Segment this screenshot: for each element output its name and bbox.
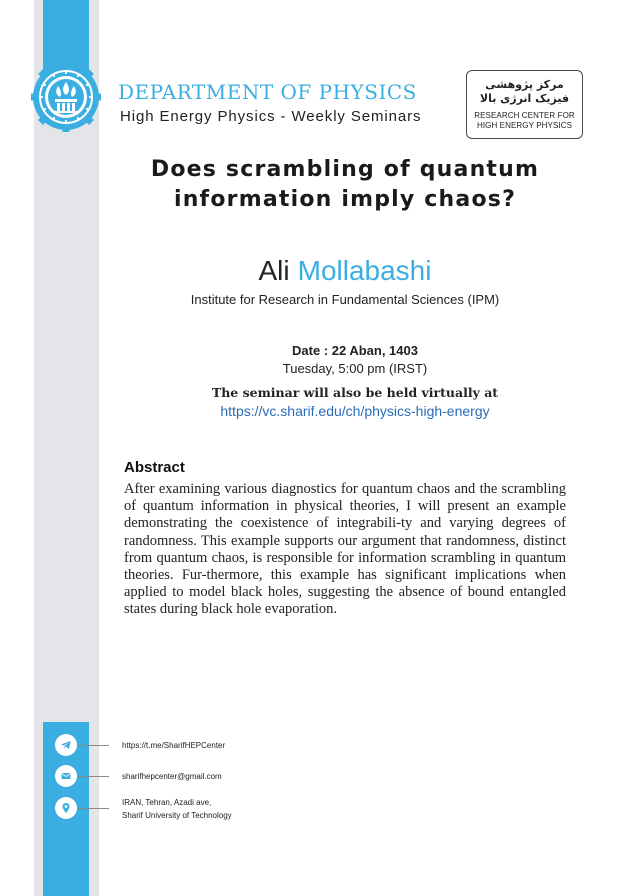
department-title: DEPARTMENT OF PHYSICS: [118, 80, 417, 104]
talk-title-line1: Does scrambling of quantum: [150, 157, 540, 182]
telegram-glyph: [60, 739, 72, 751]
rc-english-line2: HIGH ENERGY PHYSICS: [476, 121, 573, 130]
research-center-english-name: [467, 111, 582, 131]
seminar-series-subtitle: High Energy Physics - Weekly Seminars: [120, 108, 422, 125]
rc-english-line1: RESEARCH CENTER FOR: [474, 111, 575, 120]
address-connector: [77, 808, 109, 809]
speaker-last-name: Mollabashi: [297, 255, 432, 286]
rc-persian-line2: فیزیک انرژی بالا: [479, 92, 570, 105]
seminar-time: Tuesday, 5:00 pm (IRST): [282, 361, 428, 376]
telegram-connector: [77, 745, 109, 746]
virtual-meeting-link[interactable]: https://vc.sharif.edu/ch/physics-high-energy: [220, 403, 490, 419]
seminar-date: Date : 22 Aban, 1403: [292, 343, 418, 358]
abstract-body: After examining various diagnostics for quantum chaos and the scrambling of quantum information in physical theories, I will present an example demonstrating the coexistence of integrabili-ty and varying degrees of randomness. This example supports our argument that randomness, distinct from quantum chaos, is responsible for information scrambling in quantum theories. Fur-thermore, this example has significant implications when applied to model black holes, suggesting the absence of bound entangled states during black hole evaporation.: [124, 481, 566, 618]
map-pin-glyph: [60, 802, 72, 814]
research-center-persian-name: [467, 78, 582, 106]
research-center-logo: [466, 70, 583, 139]
email-connector: [77, 776, 109, 777]
address-line1: IRAN, Tehran, Azadi ave,: [122, 798, 212, 807]
email-address[interactable]: sharifhepcenter@gmail.com: [122, 772, 222, 781]
speaker-name: [100, 255, 590, 287]
rc-persian-line1: مرکز پژوهشی: [485, 78, 564, 91]
envelope-icon[interactable]: [55, 765, 77, 787]
virtual-note: The seminar will also be held virtually at: [211, 385, 499, 400]
speaker-affiliation: Institute for Research in Fundamental Sciences (IPM): [190, 292, 500, 307]
telegram-link[interactable]: https://t.me/SharifHEPCenter: [122, 741, 226, 750]
address-line2: Sharif University of Technology: [122, 811, 232, 820]
telegram-icon[interactable]: [55, 734, 77, 756]
map-pin-icon: [55, 797, 77, 819]
postal-address: [122, 796, 232, 822]
speaker-first-name: Ali: [258, 255, 290, 286]
talk-title: [100, 155, 590, 215]
envelope-glyph: [60, 770, 72, 782]
abstract-heading: Abstract: [124, 459, 185, 476]
sharif-university-logo: [31, 62, 101, 132]
talk-title-line2: information imply chaos?: [173, 187, 517, 212]
